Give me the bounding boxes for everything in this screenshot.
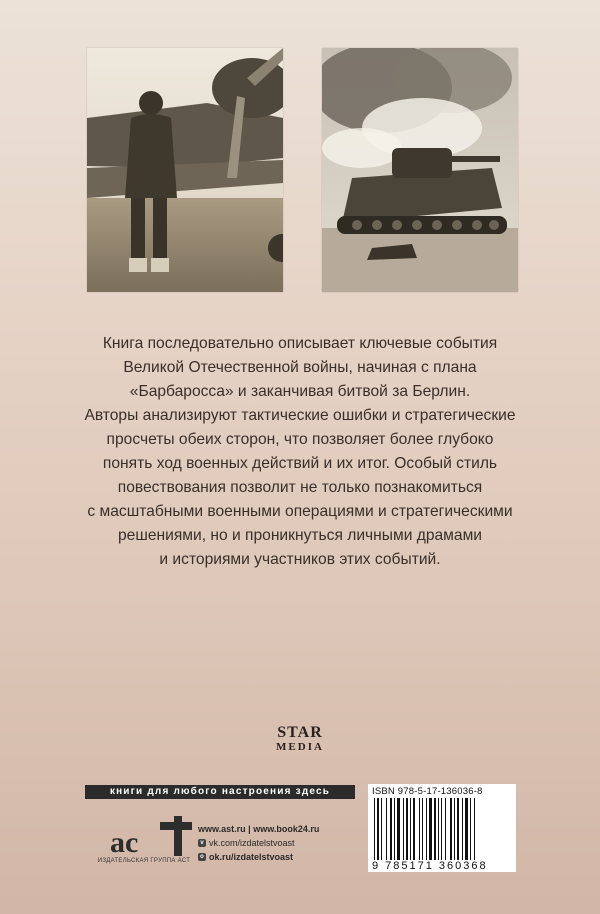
barcode-digits: 9 785171 360368 — [372, 860, 488, 872]
barcode-bar — [450, 798, 452, 860]
description-line: с масштабными военными операциями и стратегическими — [87, 503, 513, 520]
barcode-bar — [474, 798, 475, 860]
contact-links — [198, 822, 319, 864]
barcode-bar — [394, 798, 395, 860]
barcode-bar — [419, 798, 420, 860]
description-line: понять ход военных действий и их итог. Особый стиль — [102, 455, 498, 472]
barcode-bar — [374, 798, 375, 860]
barcode-bar — [381, 798, 382, 860]
description-line: и историями участников этих событий. — [159, 551, 441, 568]
barcode-icon — [374, 798, 514, 860]
barcode-bar — [403, 798, 404, 860]
isbn-label: ISBN 978-5-17-136036-8 — [372, 786, 483, 797]
vk-link[interactable] — [198, 836, 319, 850]
description-line: «Барбаросса» и заканчивая битвой за Берлин. — [129, 383, 471, 400]
barcode-bar — [422, 798, 423, 860]
barcode-bar — [454, 798, 455, 860]
photo-burning-tanks — [322, 48, 518, 292]
description-line: решениями, но и проникнуться личными драмами — [117, 527, 483, 544]
vk-link-text: vk.com/izdatelstvoast — [209, 838, 295, 848]
barcode-bar — [457, 798, 459, 860]
barcode-bar — [441, 798, 442, 860]
description-line: Великой Отечественной войны, начиная с плана — [123, 359, 477, 376]
barcode-bar — [406, 798, 408, 860]
vk-icon: v — [198, 839, 206, 847]
barcode-bar — [445, 798, 446, 860]
description-line: Авторы анализируют тактические ошибки и стратегические — [84, 407, 516, 424]
description-text — [60, 332, 540, 572]
ast-caption: ИЗДАТЕЛЬСКАЯ ГРУППА АСТ — [97, 858, 191, 864]
barcode-bar — [438, 798, 439, 860]
barcode-bar — [470, 798, 471, 860]
barcode-bar — [434, 798, 436, 860]
description-line: просчеты обеих сторон, что позволяет более глубоко — [106, 431, 494, 448]
barcode-bar — [426, 798, 427, 860]
barcode-bar — [429, 798, 432, 860]
barcode-bar — [386, 798, 387, 860]
barcode-bar — [462, 798, 463, 860]
svg-text:ас: ас — [110, 826, 139, 859]
star-media-logo-line1: STAR — [277, 724, 323, 741]
ok-icon: o — [198, 853, 206, 861]
description-line: повествования позволит не только познакомиться — [117, 479, 483, 496]
barcode-bar — [465, 798, 468, 860]
ok-link-text: ok.ru/izdatelstvoast — [209, 852, 294, 862]
barcode-bar — [397, 798, 400, 860]
barcode-bar — [413, 798, 415, 860]
star-media-logo-line2: MEDIA — [276, 741, 324, 753]
barcode-bar — [377, 798, 379, 860]
photo-pilot-aircraft — [87, 48, 283, 292]
barcode-bar — [410, 798, 411, 860]
description-line: Книга последовательно описывает ключевые события — [102, 335, 498, 352]
website-links[interactable]: www.ast.ru | www.book24.ru — [198, 824, 320, 834]
star-media-logo — [268, 725, 332, 753]
ok-link[interactable] — [198, 850, 319, 864]
barcode-bar — [390, 798, 392, 860]
slogan-banner: книги для любого настроения здесь — [85, 785, 355, 799]
